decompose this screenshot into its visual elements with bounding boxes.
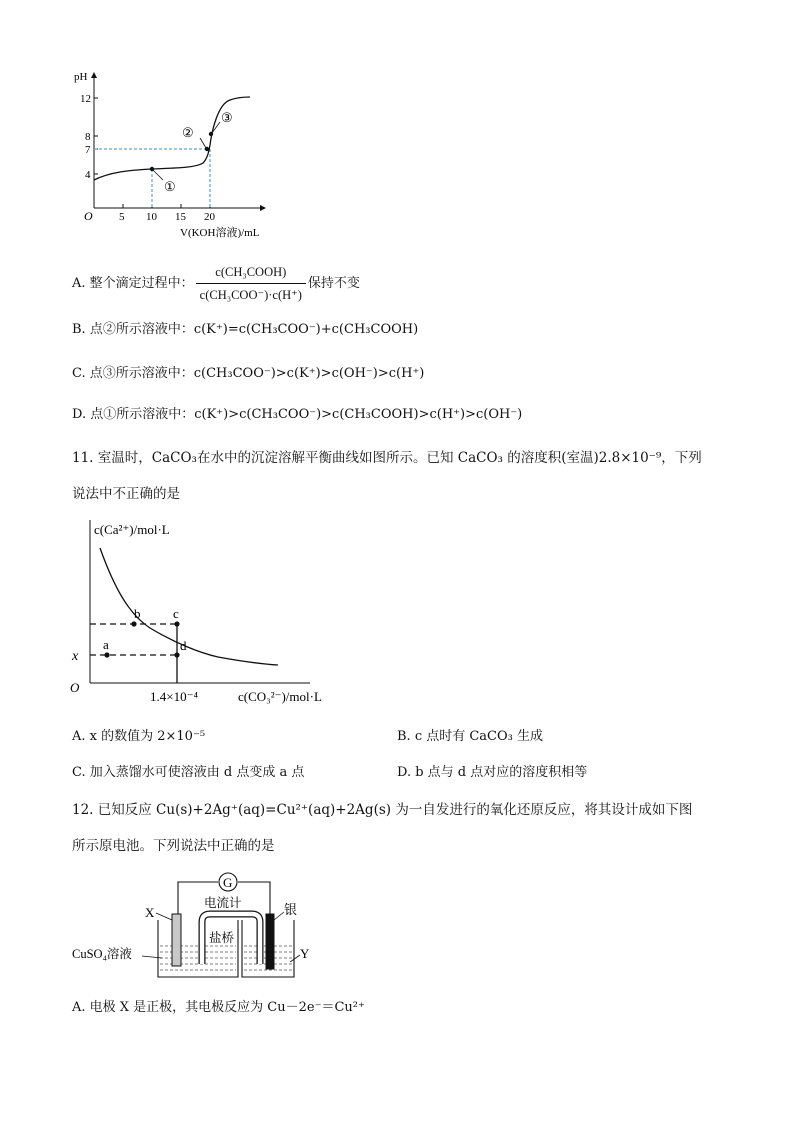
electrode-silver-label: 银 bbox=[284, 902, 298, 917]
wire-right bbox=[238, 882, 270, 914]
q10-option-b[interactable]: B. 点②所示溶液中：c(K⁺)=c(CH₃COO⁻)+c(CH₃COOH) bbox=[72, 322, 419, 337]
origin-label: O bbox=[70, 680, 80, 695]
q10-fraction-denominator: c(CH₃COO⁻)·c(H⁺) bbox=[199, 288, 302, 302]
q12-stem-line1: 12. 已知反应 Cu(s)+2Ag⁺(aq)=Cu²⁺(aq)+2Ag(s) 为一自发进行的氧化还原反应，将其设计成如下图 bbox=[72, 802, 693, 818]
q11-stem-line2: 说法中不正确的是 bbox=[72, 486, 180, 502]
left-electrolyte-label: CuSO₄溶液 bbox=[72, 947, 132, 961]
y-tick-8: 8 bbox=[85, 131, 91, 143]
q11-stem-line1: 11. 室温时，CaCO₃在水中的沉淀溶解平衡曲线如图所示。已知 CaCO₃ 的溶度积(室温)2.8×10⁻⁹，下列 bbox=[72, 450, 702, 466]
y-axis-label: c(Ca²⁺)/mol·L bbox=[94, 522, 170, 537]
x-tick-5: 5 bbox=[119, 211, 125, 223]
y-tick-x: x bbox=[72, 649, 79, 664]
equilibrium-curve bbox=[100, 548, 278, 665]
q10-option-a-suffix: 保持不变 bbox=[307, 276, 360, 291]
point-d bbox=[174, 652, 179, 657]
electrode-x bbox=[172, 914, 181, 966]
point-3-label: ③ bbox=[221, 110, 233, 125]
x-axis-label: V(KOH溶液)/mL bbox=[180, 227, 260, 239]
y-tick-7: 7 bbox=[85, 144, 91, 156]
q11-option-b[interactable]: B. c 点时有 CaCO₃ 生成 bbox=[397, 729, 544, 744]
point-a-label: a bbox=[103, 637, 109, 652]
salt-bridge-label: 盐桥 bbox=[209, 931, 235, 945]
galvanic-cell-diagram bbox=[66, 862, 336, 982]
point-c bbox=[174, 621, 179, 626]
q10-fraction-numerator: c(CH₃COOH) bbox=[196, 262, 306, 284]
point-b bbox=[131, 621, 136, 626]
solubility-chart bbox=[60, 510, 360, 710]
q10-option-d[interactable]: D. 点①所示溶液中：c(K⁺)>c(CH₃COO⁻)>c(CH₃COOH)>c(H⁺)>c(OH⁻) bbox=[72, 407, 523, 422]
point-a bbox=[104, 652, 109, 657]
galvanometer-label: G bbox=[223, 875, 233, 890]
x-tick-value: 1.4×10⁻⁴ bbox=[150, 689, 198, 704]
point-d-label: d bbox=[180, 638, 187, 653]
x-tick-15: 15 bbox=[175, 211, 186, 223]
x-tick-20: 20 bbox=[204, 211, 215, 223]
q10-option-a-fraction bbox=[196, 262, 306, 305]
titration-chart bbox=[60, 60, 290, 245]
origin-label: O bbox=[84, 209, 93, 223]
q11-option-a[interactable]: A. x 的数值为 2×10⁻⁵ bbox=[72, 729, 206, 744]
x-axis-label: c(CO₃²⁻)/mol·L bbox=[238, 689, 322, 704]
q10-option-a-prefix: A. 整个滴定过程中： bbox=[72, 276, 194, 291]
x-axis-arrow bbox=[260, 205, 266, 211]
y-axis-label: pH bbox=[74, 71, 88, 83]
q10-option-a[interactable] bbox=[72, 262, 360, 305]
q10-option-c[interactable]: C. 点③所示溶液中：c(CH₃COO⁻)>c(K⁺)>c(OH⁻)>c(H⁺) bbox=[72, 366, 425, 381]
left-beaker bbox=[158, 920, 238, 977]
q12-option-a[interactable]: A. 电极 X 是正极，其电极反应为 Cu－2e⁻＝Cu²⁺ bbox=[72, 1000, 365, 1015]
y-tick-4: 4 bbox=[85, 169, 91, 181]
q11-option-c[interactable]: C. 加入蒸馏水可使溶液由 d 点变成 a 点 bbox=[72, 765, 305, 780]
meter-label: 电流计 bbox=[204, 896, 242, 910]
y-axis-arrow bbox=[91, 72, 97, 78]
right-electrolyte-label: Y bbox=[300, 946, 310, 961]
electrode-silver bbox=[266, 914, 274, 969]
x-tick-10: 10 bbox=[146, 211, 157, 223]
q11-option-d[interactable]: D. b 点与 d 点对应的溶度积相等 bbox=[397, 765, 588, 780]
point-c-label: c bbox=[173, 606, 179, 621]
point-b-label: b bbox=[134, 606, 141, 621]
point-1-label: ① bbox=[164, 179, 176, 194]
q12-stem-line2: 所示原电池。下列说法中正确的是 bbox=[72, 838, 275, 854]
point-2-label: ② bbox=[182, 125, 194, 140]
y-tick-12: 12 bbox=[80, 93, 91, 105]
electrode-x-label: X bbox=[145, 905, 155, 920]
